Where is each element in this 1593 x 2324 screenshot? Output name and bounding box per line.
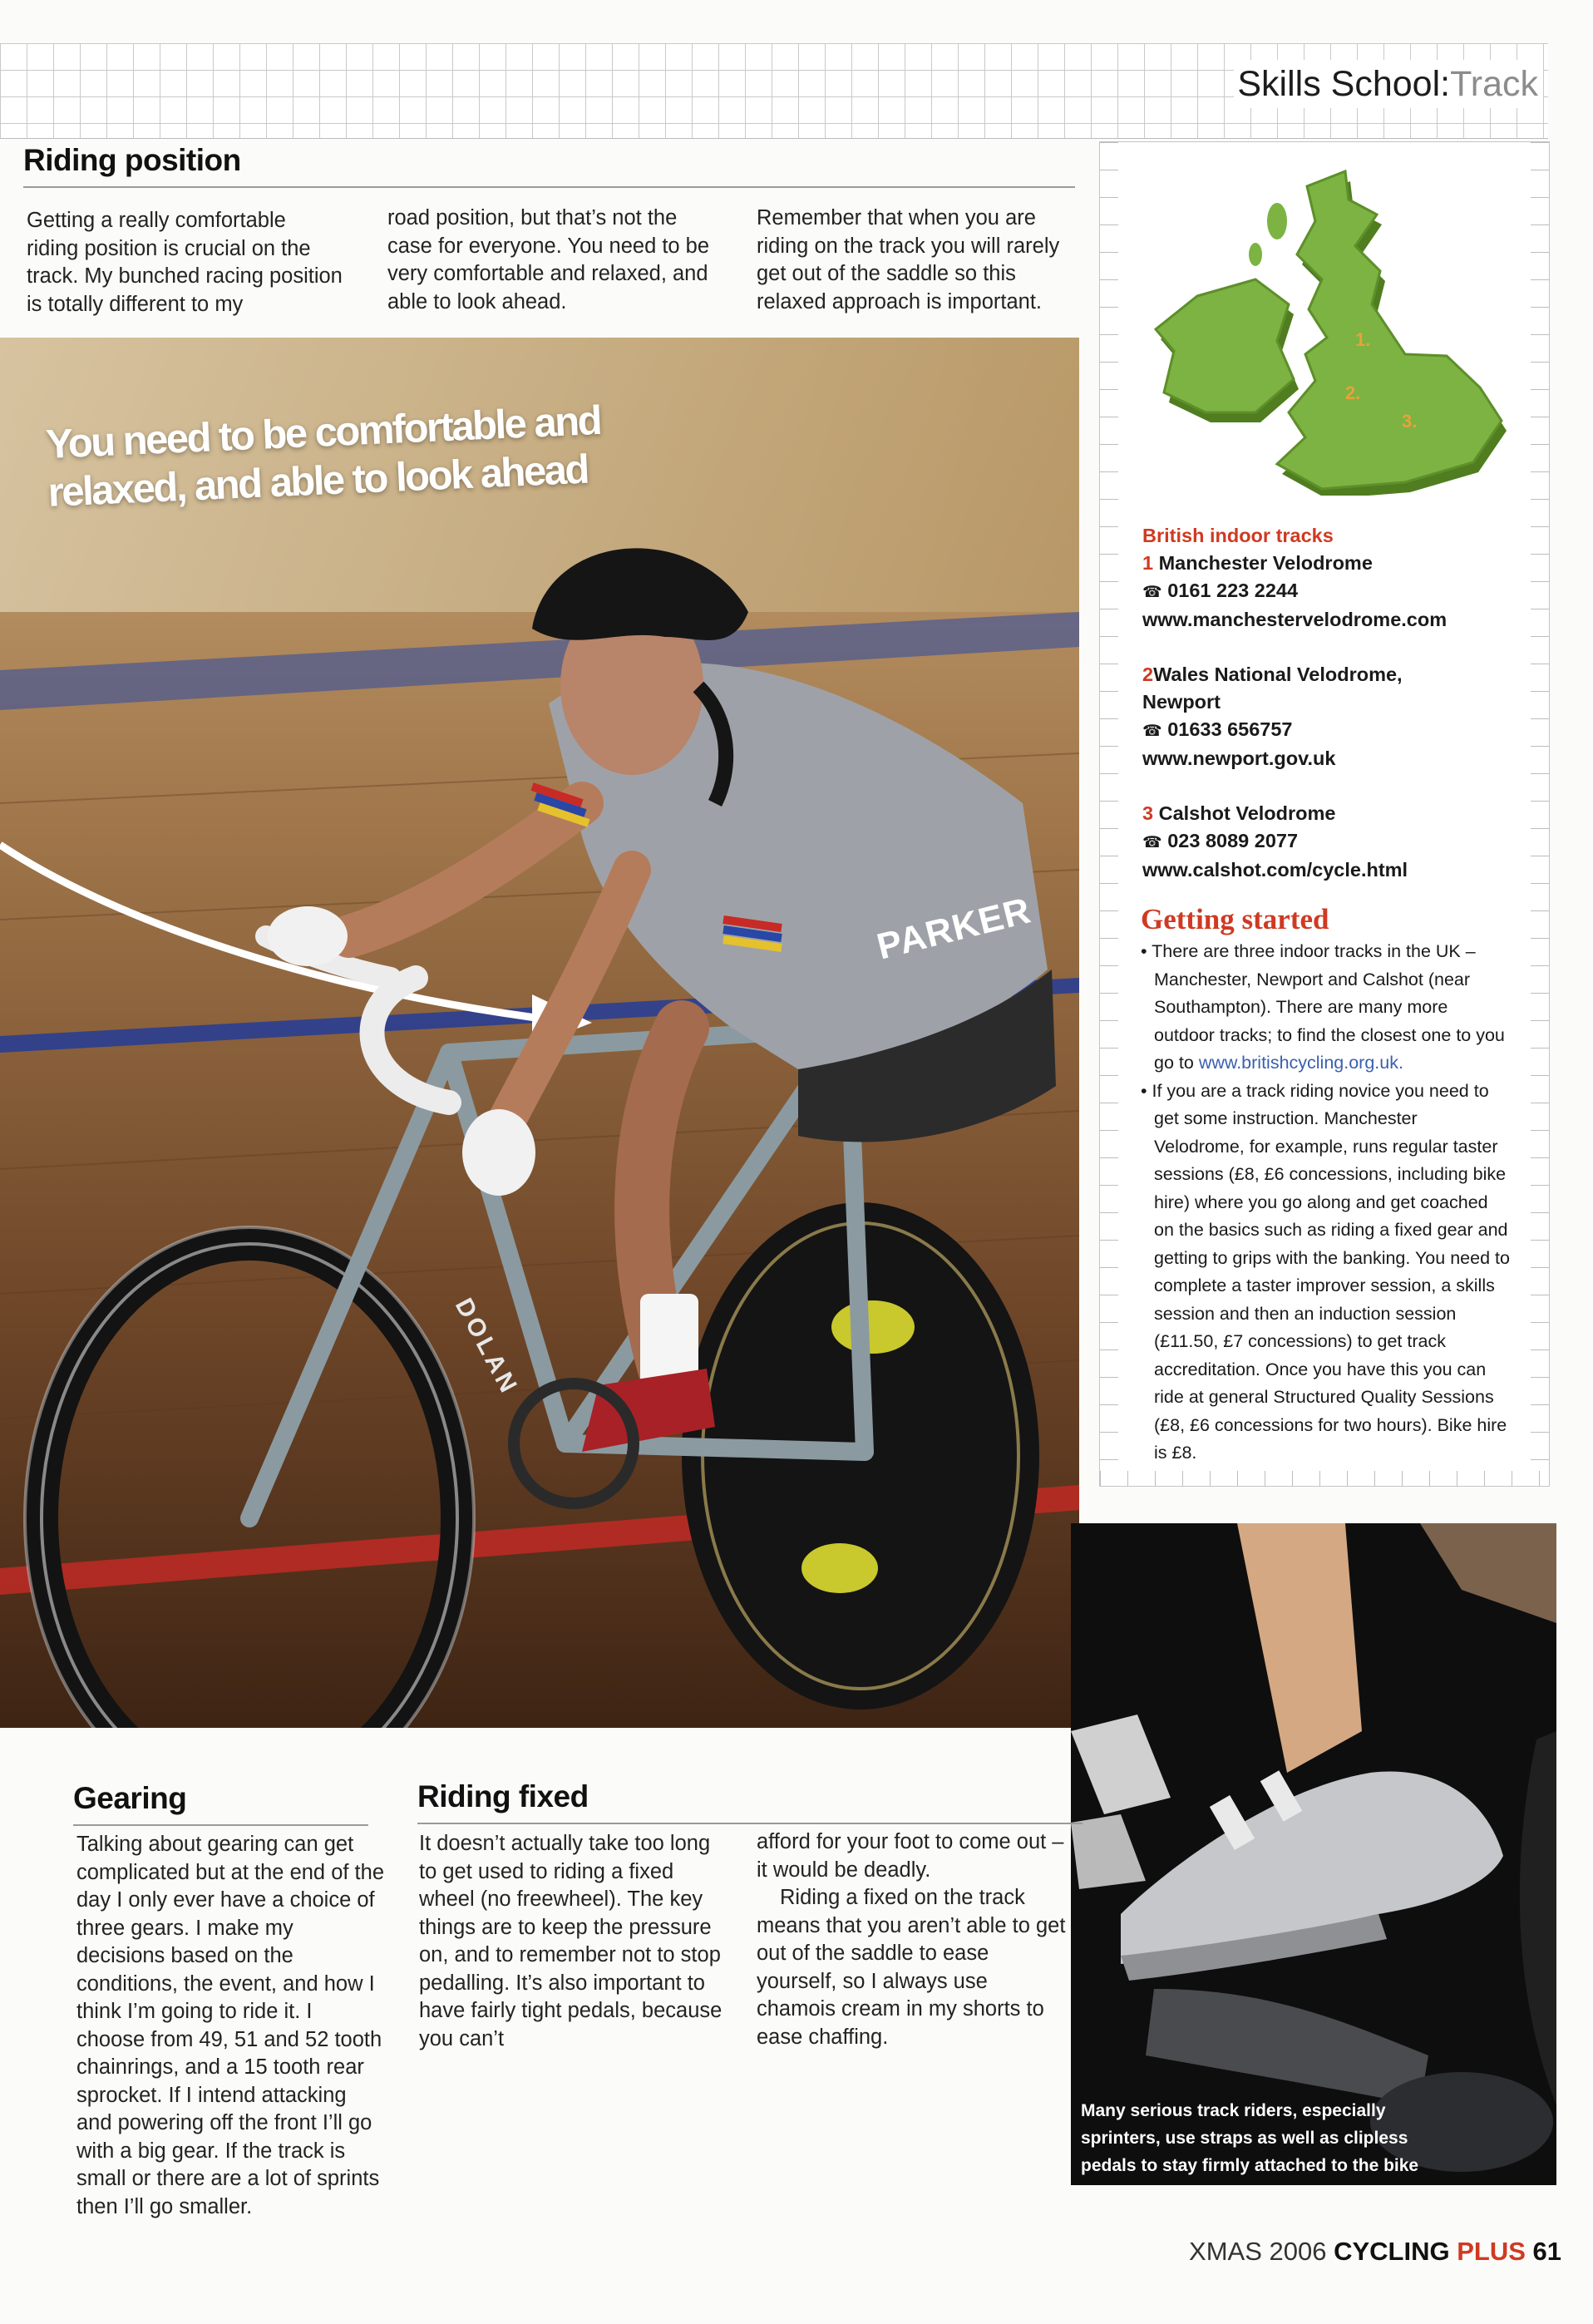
riding-position-heading: Riding position	[23, 143, 1075, 188]
track-name-1: Manchester Velodrome	[1158, 552, 1373, 574]
track-num-2: 2	[1142, 664, 1154, 685]
kicker-sub: Track	[1450, 64, 1538, 104]
kicker-main: Skills School:	[1237, 64, 1451, 104]
track-item-2	[1142, 661, 1525, 772]
page-number: 61	[1532, 2237, 1561, 2266]
section-kicker	[1234, 60, 1543, 108]
map-marker-3: 3.	[1402, 411, 1418, 432]
track-phone-3: 023 8089 2077	[1167, 830, 1299, 851]
map-marker-2: 2.	[1345, 382, 1361, 403]
cyclist-illustration	[0, 338, 1079, 1728]
track-item-1	[1142, 550, 1525, 634]
bullet-2-text: If you are a track riding novice you need to get some instruction. Manchester Velodrome, for example, runs regular taster sessions (£8, £6 concessions, including bike hire) where you go along and get coached on the basics such as riding a fixed gear and getting to grips with the banking. You need to complete a taster improver session, a skills session and then an induction session (£11.50, £7 concessions) to get track accreditation. Once you have this you can ride at general Structured Quality Sessions (£8, £6 concessions for two hours). Bike hire is £8.	[1152, 1080, 1510, 1463]
tracks-heading: British indoor tracks	[1142, 525, 1334, 546]
riding-fixed-col2-p1: afford for your foot to come out – it would be deadly.	[757, 1830, 1064, 1882]
gearing-text: Talking about gearing can get complicated but at the end of the day I only ever have a choice of three gears. I make my decisions based on the conditions, the event, and how I think I’m going to ride it. I choose from 49, 51 and 52 tooth chainrings, and a 15 tooth rear sprocket. If I intend attacking and powering off the front I’ll go with a big gear. If the track is small or there are a lot of sprints then I’ll go smaller.	[76, 1833, 384, 2218]
footer-mag-b: PLUS	[1457, 2237, 1526, 2266]
jersey-brand-text: PARKER	[873, 890, 1035, 968]
phone-icon: ☎	[1142, 723, 1162, 740]
phone-icon: ☎	[1142, 834, 1162, 851]
track-phone-1: 0161 223 2244	[1167, 580, 1299, 601]
tracks-box	[1142, 522, 1525, 884]
footer-issue: XMAS 2006	[1189, 2237, 1327, 2266]
track-url-1[interactable]: www.manchestervelodrome.com	[1142, 609, 1448, 630]
frame-brand-text: DOLAN	[449, 1294, 524, 1400]
pull-quote-line2: relaxed, and able to look ahead	[47, 447, 589, 516]
gearing-heading: Gearing	[73, 1781, 368, 1826]
riding-position-col1: Getting a really comfortable riding position is crucial on the track. My bunched racing position is totally different to my	[27, 209, 343, 316]
track-name-3: Calshot Velodrome	[1158, 802, 1336, 824]
track-num-1: 1	[1142, 552, 1154, 574]
track-url-2[interactable]: www.newport.gov.uk	[1142, 748, 1336, 769]
list-item: • There are three indoor tracks in the UK – Manchester, Newport and Calshot (near Southampton). There are many more outdoor tracks; to find the closest one to you go to www.britishcycling.org.uk.	[1141, 941, 1505, 1073]
riding-fixed-heading: Riding fixed	[417, 1779, 1083, 1824]
sidebar-ticks-left	[1100, 142, 1118, 1486]
getting-started-heading: Getting started	[1141, 903, 1329, 935]
track-name-2b: Newport	[1142, 691, 1221, 713]
pull-quote-line1: You need to be comfortable and	[45, 397, 602, 467]
sidebar-ticks-right	[1531, 142, 1549, 1486]
footer-mag-a: CYCLING	[1334, 2237, 1450, 2266]
shoe-illustration	[1071, 1523, 1556, 2185]
riding-fixed-col1: It doesn’t actually take too long to get used to riding a fixed wheel (no freewheel). The key things are to keep the pressure on, and to remember not to stop pedalling. It’s also important to have fairly tight pedals, because you can’t	[419, 1832, 723, 2050]
sidebar-ticks-bottom	[1100, 1471, 1549, 1486]
track-phone-2: 01633 656757	[1167, 718, 1293, 740]
getting-started-list	[1141, 938, 1512, 1468]
track-url-3[interactable]: www.calshot.com/cycle.html	[1142, 859, 1408, 881]
uk-map-graphic	[1131, 163, 1521, 496]
main-cyclist-photo	[0, 338, 1079, 1728]
getting-started-box	[1141, 901, 1512, 1468]
list-item: • If you are a track riding novice you need to get some instruction. Manchester Velodrome, for example, runs regular taster sessions (£8, £6 concessions, including bike hire) where you go along and get coached on the basics such as riding a fixed gear and getting to grips with the banking. You need to complete a taster improver session, a skills session and then an induction session (£11.50, £7 concessions) to get track accreditation. Once you have this you can ride at general Structured Quality Sessions (£8, £6 concessions for two hours). Bike hire is £8.	[1141, 1080, 1510, 1463]
map-marker-1: 1.	[1355, 329, 1371, 350]
track-name-2: Wales National Velodrome,	[1153, 664, 1403, 685]
shoe-pedal-photo	[1071, 1523, 1556, 2185]
page-footer	[1189, 2235, 1561, 2268]
riding-fixed-col2-p2: Riding a fixed on the track means that you aren’t able to get out of the saddle to ease yourself, so I always use chamois cream in my shorts to ease chaffing.	[757, 1886, 1066, 2049]
shoe-caption: Many serious track riders, especially sprinters, use straps as well as clipless pedals to stay firmly attached to the bike	[1081, 2101, 1419, 2175]
track-num-3: 3	[1142, 802, 1154, 824]
riding-position-col2: road position, but that’s not the case for everyone. You need to be very comfortable and relaxed, and able to look ahead.	[387, 206, 710, 313]
track-item-3	[1142, 800, 1525, 884]
phone-icon: ☎	[1142, 584, 1162, 601]
british-cycling-link[interactable]: www.britishcycling.org.uk.	[1198, 1053, 1403, 1073]
riding-fixed-col2	[757, 1828, 1066, 2051]
uk-map	[1131, 163, 1521, 496]
bullet-1-text: There are three indoor tracks in the UK – Manchester, Newport and Calshot (near Southampton). There are many more outdoor tracks; to find the closest one to you go to	[1152, 941, 1505, 1073]
riding-position-col3: Remember that when you are riding on the track you will rarely get out of the saddle so this relaxed approach is important.	[757, 206, 1060, 313]
